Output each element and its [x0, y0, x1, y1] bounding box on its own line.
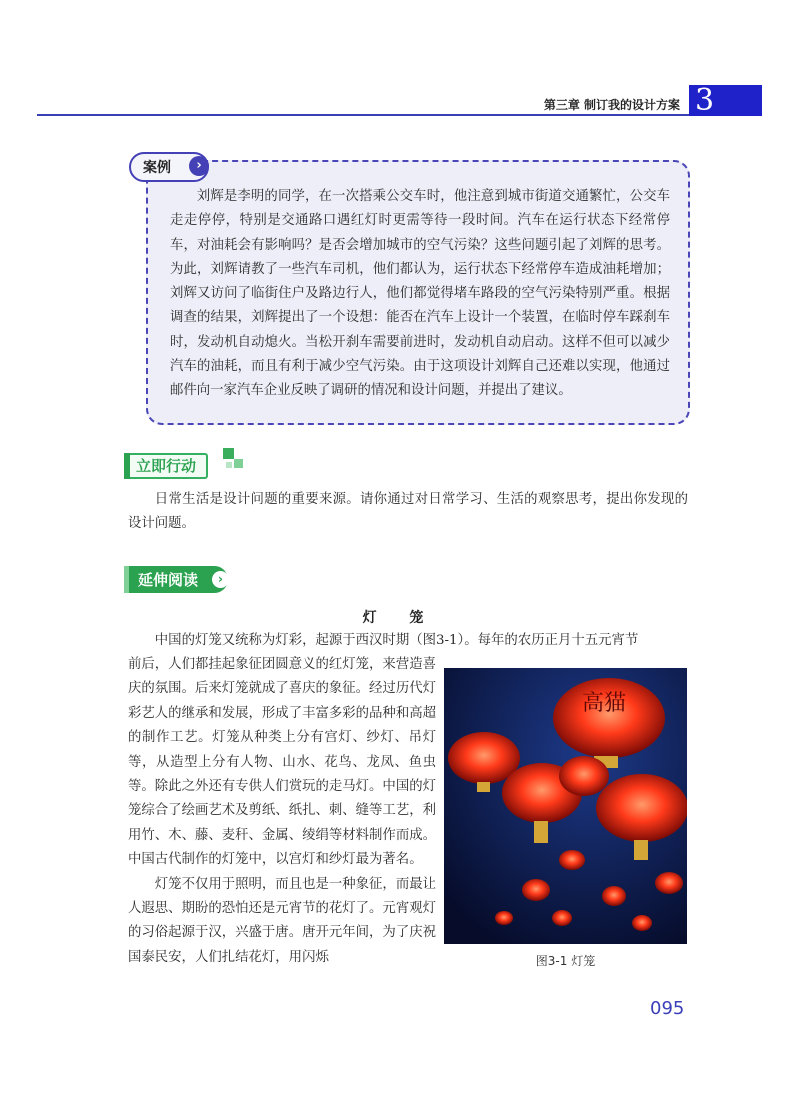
photo-caption: 图3-1 灯笼: [535, 954, 596, 968]
page-number: 095: [650, 998, 685, 1019]
action-text: 日常生活是设计问题的重要来源。请你通过对日常学习、生活的观察思考，提出你发现的设计问题。: [128, 492, 688, 531]
svg-text:高猫: 高猫: [582, 691, 627, 716]
lantern-illustration: [444, 668, 687, 944]
decorative-square-icon: [234, 459, 243, 468]
chevron-right-icon: ›: [212, 571, 229, 588]
reading-column: [128, 653, 436, 970]
decorative-square-icon: [226, 462, 232, 468]
chapter-number-badge: 3: [689, 85, 762, 116]
chevron-right-icon: ›: [189, 156, 209, 176]
reading-first-line: 中国的灯笼又统称为灯彩，起源于西汉时期（图3-1）。每年的农历正月十五元宵节: [154, 633, 639, 648]
header-rule: [37, 114, 689, 116]
lantern-photo: [444, 668, 687, 944]
action-header-bar: [124, 453, 130, 479]
reading-paragraph-2: 灯笼不仅用于照明，而且也是一种象征，而最让人遐思、期盼的恐怕还是元宵节的花灯了。元宵观灯的习俗起源于汉，兴盛于唐。唐开元年间，为了庆祝国泰民安，人们扎结花灯，用闪烁: [128, 876, 436, 965]
reading-section-label: 延伸阅读: [138, 571, 199, 589]
reading-paragraph-1: 前后，人们都挂起象征团圆意义的红灯笼，来营造喜庆的氛围。后来灯笼就成了喜庆的象征。经过历代灯彩艺人的继承和发展，形成了丰富多彩的品种和高超的制作工艺。灯笼从种类上分有宫灯、纱灯、吊灯等，从造型上分有人物、山水、花鸟、龙凤、鱼虫等。除此之外还有专供人们赏玩的走马灯。中国的灯笼综合了绘画艺术及剪纸、纸扎、刺、缝等工艺，利用竹、木、藤、麦秆、金属、绫绢等材料制作而成。中国古代制作的灯笼中，以宫灯和纱灯最为著名。: [128, 657, 436, 868]
case-tab-label: 案例: [143, 160, 171, 176]
action-section-label: 立即行动: [136, 457, 197, 475]
reading-title: 灯 笼: [362, 610, 438, 626]
case-text: 刘辉是李明的同学，在一次搭乘公交车时，他注意到城市街道交通繁忙，公交车走走停停，特别是交通路口遇红灯时更需等待一段时间。汽车在运行状态下经常停车，对油耗会有影响吗？是否会增加城市的空气污染？这些问题引起了刘辉的思考。为此，刘辉请教了一些汽车司机，他们都认为，运行状态下经常停车造成油耗增加；刘辉又访问了临街住户及路边行人，他们都觉得堵车路段的空气污染特别严重。根据调查的结果，刘辉提出了一个设想：能否在汽车上设计一个装置，在临时停车踩刹车时，发动机自动熄火。当松开刹车需要前进时，发动机自动启动。这样不但可以减少汽车的油耗，而且有利于减少空气污染。由于这项设计刘辉自己还难以实现，他通过邮件向一家汽车企业反映了调研的情况和设计问题，并提出了建议。: [170, 189, 670, 399]
reading-header-bar: [124, 566, 129, 593]
chapter-title: 第三章 制订我的设计方案: [543, 98, 680, 112]
decorative-square-icon: [223, 448, 234, 459]
